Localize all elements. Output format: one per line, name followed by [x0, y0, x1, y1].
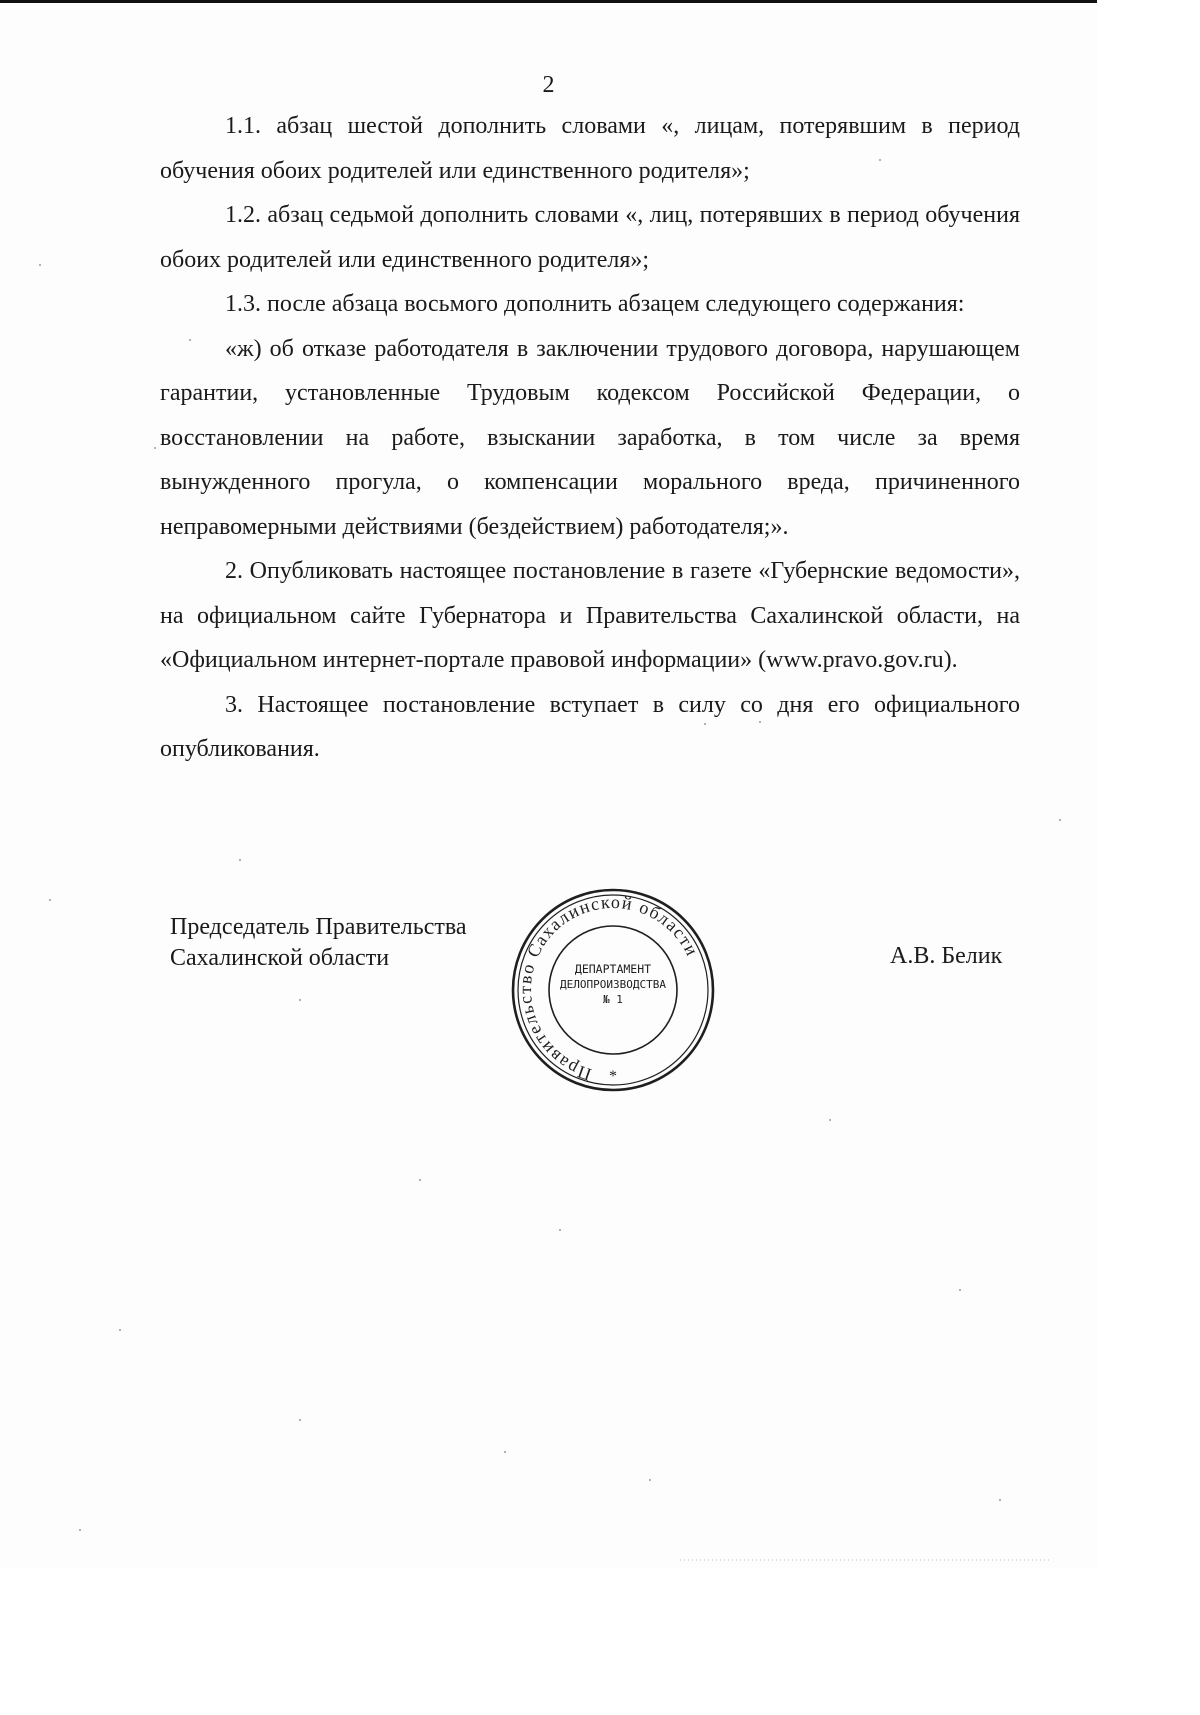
- seal-star-icon: *: [609, 1068, 617, 1085]
- paragraph-1-2: 1.2. абзац седьмой дополнить словами «, лиц, потерявших в период обучения обоих родителей или единственного родителя»;: [160, 202, 1020, 273]
- paragraph-quoted-amendment: «ж) об отказе работодателя в заключении трудового договора, нарушающем гарантии, установленные Трудовым кодексом Российской Федерации, о восстановлении на работе, взыскании заработка, в том числе за время вынужденного прогула, о компенсации морального вреда, причиненного неправомерными действиями (бездействием) работодателя;».: [160, 335, 1020, 540]
- seal-center-line-3: № 1: [603, 993, 623, 1006]
- paragraph-3-effective-date: 3. Настоящее постановление вступает в силу со дня его официального опубликования.: [160, 691, 1020, 762]
- paragraph-1-3: 1.3. после абзаца восьмого дополнить абзацем следующего содержания:: [225, 291, 965, 317]
- seal-center-line-1: ДЕПАРТАМЕНТ: [574, 962, 652, 976]
- paragraph-2-publication: 2. Опубликовать настоящее постановление в газете «Губернские ведомости», на официальном сайте Губернатора и Правительства Сахалинской области, на «Официальном интернет-портале правовой информации» (www.pravo.gov.ru).: [160, 558, 1020, 673]
- signatory-name: А.В. Белик: [890, 943, 1003, 969]
- seal-center-line-2: ДЕЛОПРОИЗВОДСТВА: [560, 978, 666, 991]
- document-body: [160, 104, 1020, 772]
- seal-ring-text: Правительство Сахалинской области: [514, 891, 703, 1085]
- paragraph-1-1: 1.1. абзац шестой дополнить словами «, лицам, потерявшим в период обучения обоих родителей или единственного родителя»;: [160, 113, 1020, 184]
- signatory-title: Председатель Правительства Сахалинской области: [170, 914, 467, 971]
- official-seal: [508, 885, 718, 1095]
- page-number: 2: [542, 72, 555, 98]
